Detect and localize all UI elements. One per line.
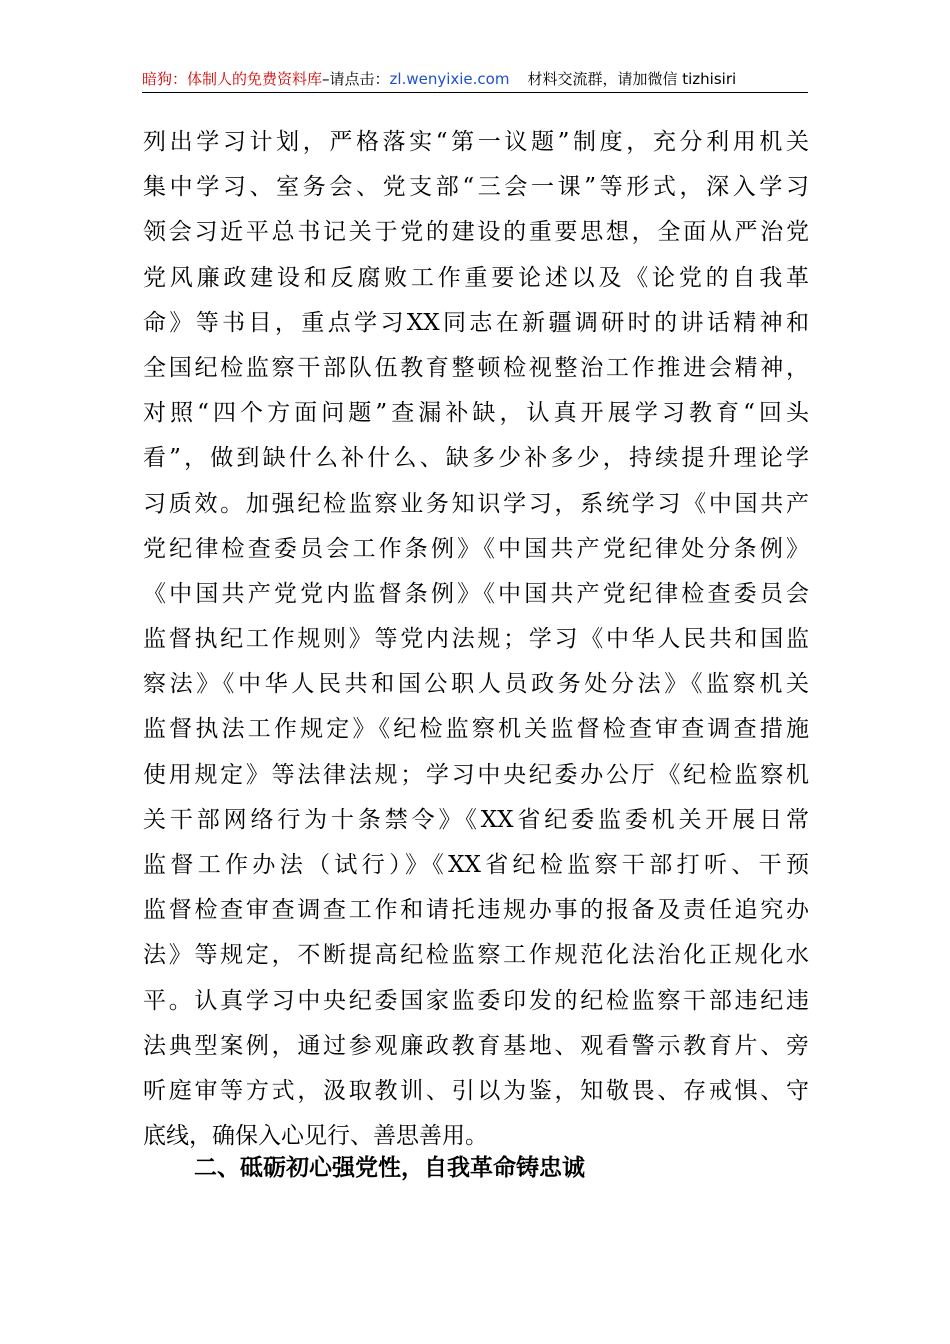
- paragraph-line: 对照“四个方面问题”查漏补缺，认真开展学习教育“回头: [143, 400, 809, 427]
- header-wechat-note: 材料交流群，请加微信 tizhisiri: [527, 70, 737, 88]
- paragraph-line: 平。认真学习中央纪委国家监委印发的纪检监察干部违纪违: [143, 987, 809, 1014]
- paragraph-line: 使用规定》等法律法规；学习中央纪委办公厅《纪检监察机: [143, 761, 809, 788]
- paragraph-line: 领会习近平总书记关于党的建设的重要思想，全面从严治党: [143, 219, 809, 246]
- paragraph-line: 习质效。加强纪检监察业务知识学习，系统学习《中国共产: [143, 490, 809, 517]
- paragraph-line: 监督检查审查调查工作和请托违规办事的报备及责任追究办: [143, 897, 809, 924]
- paragraph-line: 察法》《中华人民共和国公职人员政务处分法》《监察机关: [143, 671, 809, 698]
- section-heading: 二、砥砺初心强党性，自我革命铸忠诚: [194, 1155, 585, 1181]
- paragraph-line: 关干部网络行为十条禁令》《XX省纪委监委机关开展日常: [143, 806, 809, 833]
- paragraph-line-last: 底线，确保入心见行、善思善用。: [143, 1123, 488, 1150]
- header-link[interactable]: zl.wenyixie.com: [389, 70, 510, 88]
- paragraph-line: 《中国共产党党内监督条例》《中国共产党纪律检查委员会: [143, 580, 809, 607]
- page-header: [142, 66, 808, 93]
- paragraph-line: 全国纪检监察干部队伍教育整顿检视整治工作推进会精神，: [143, 354, 809, 381]
- paragraph-line: 命》等书目，重点学习XX同志在新疆调研时的讲话精神和: [143, 309, 809, 336]
- paragraph-line: 监督执纪工作规则》等党内法规；学习《中华人民共和国监: [143, 626, 809, 653]
- paragraph-line: 党风廉政建设和反腐败工作重要论述以及《论党的自我革: [143, 264, 809, 291]
- paragraph-line: 听庭审等方式，汲取教训、引以为鉴，知敬畏、存戒惧、守: [143, 1077, 809, 1104]
- paragraph-line: 集中学习、室务会、党支部“三会一课”等形式，深入学习: [143, 174, 809, 201]
- header-click-prompt: –请点击：: [322, 70, 390, 88]
- paragraph-line: 监督执法工作规定》《纪检监察机关监督检查审查调查措施: [143, 716, 809, 743]
- paragraph-line: 看”，做到缺什么补什么、缺多少补多少，持续提升理论学: [143, 445, 809, 472]
- paragraph-line: 监督工作办法（试行）》《XX省纪检监察干部打听、干预: [143, 852, 809, 878]
- paragraph-line: 法》等规定，不断提高纪检监察工作规范化法治化正规化水: [143, 942, 809, 969]
- paragraph-line: 党纪律检查委员会工作条例》《中国共产党纪律处分条例》: [143, 535, 809, 562]
- paragraph-line: 列出学习计划，严格落实“第一议题”制度，充分利用机关: [143, 129, 809, 155]
- body-paragraph: [143, 120, 809, 1159]
- header-brand: 暗狗：体制人的免费资料库: [142, 70, 323, 88]
- paragraph-line: 法典型案例，通过参观廉政教育基地、观看警示教育片、旁: [143, 1032, 809, 1059]
